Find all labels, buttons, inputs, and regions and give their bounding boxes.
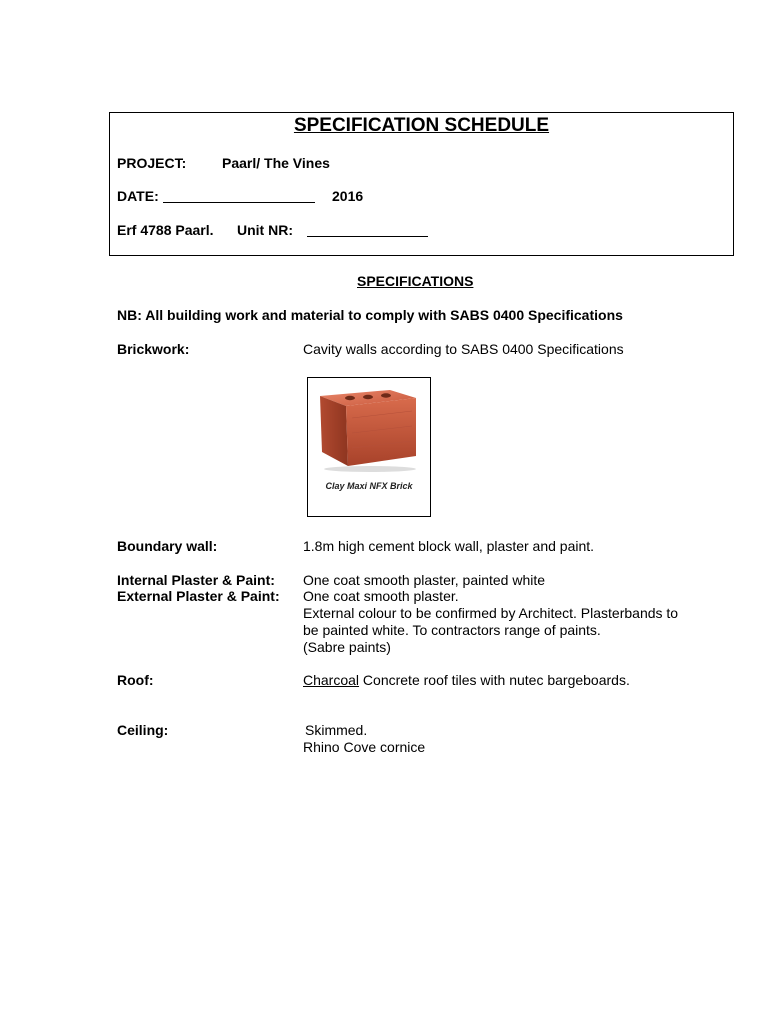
internal-plaster-value: One coat smooth plaster, painted white — [303, 572, 546, 588]
page-title: SPECIFICATION SCHEDULE — [293, 115, 550, 136]
brick-caption: Clay Maxi NFX Brick — [325, 481, 413, 491]
specifications-heading: SPECIFICATIONS — [357, 273, 474, 289]
header-box — [109, 112, 734, 256]
boundary-wall-label: Boundary wall: — [117, 538, 218, 554]
external-plaster-line-1: One coat smooth plaster. — [303, 588, 459, 604]
roof-value — [303, 672, 630, 688]
external-plaster-line-3: be painted white. To contractors range of paints. — [303, 622, 601, 638]
unit-label: Unit NR: — [237, 222, 293, 238]
date-blank-line — [163, 190, 315, 206]
project-value: Paarl/ The Vines — [222, 155, 330, 171]
external-plaster-label: External Plaster & Paint: — [117, 588, 280, 604]
internal-plaster-label: Internal Plaster & Paint: — [117, 572, 275, 588]
date-value: 2016 — [332, 188, 364, 204]
ceiling-label: Ceiling: — [117, 722, 169, 738]
date-label: DATE: — [117, 188, 159, 204]
nb-note: NB: All building work and material to comply with SABS 0400 Specifications — [117, 307, 623, 323]
roof-color-value: Charcoal — [303, 672, 360, 688]
brickwork-value: Cavity walls according to SABS 0400 Specifications — [303, 341, 624, 357]
boundary-wall-value: 1.8m high cement block wall, plaster and paint. — [303, 538, 595, 554]
roof-description: Concrete roof tiles with nutec bargeboards. — [359, 672, 630, 688]
unit-blank-line — [307, 224, 428, 240]
ceiling-line-2: Rhino Cove cornice — [303, 739, 426, 755]
external-plaster-line-4: (Sabre paints) — [303, 639, 391, 655]
brickwork-label: Brickwork: — [117, 341, 190, 357]
brick-image — [307, 377, 431, 517]
ceiling-line-1: Skimmed. — [305, 722, 368, 738]
project-label: PROJECT: — [117, 155, 187, 171]
external-plaster-line-2: External colour to be confirmed by Architect. Plasterbands to — [303, 605, 679, 621]
roof-label: Roof: — [117, 672, 154, 688]
brick-illustration — [308, 378, 430, 478]
erf-label: Erf 4788 Paarl. — [117, 222, 214, 238]
